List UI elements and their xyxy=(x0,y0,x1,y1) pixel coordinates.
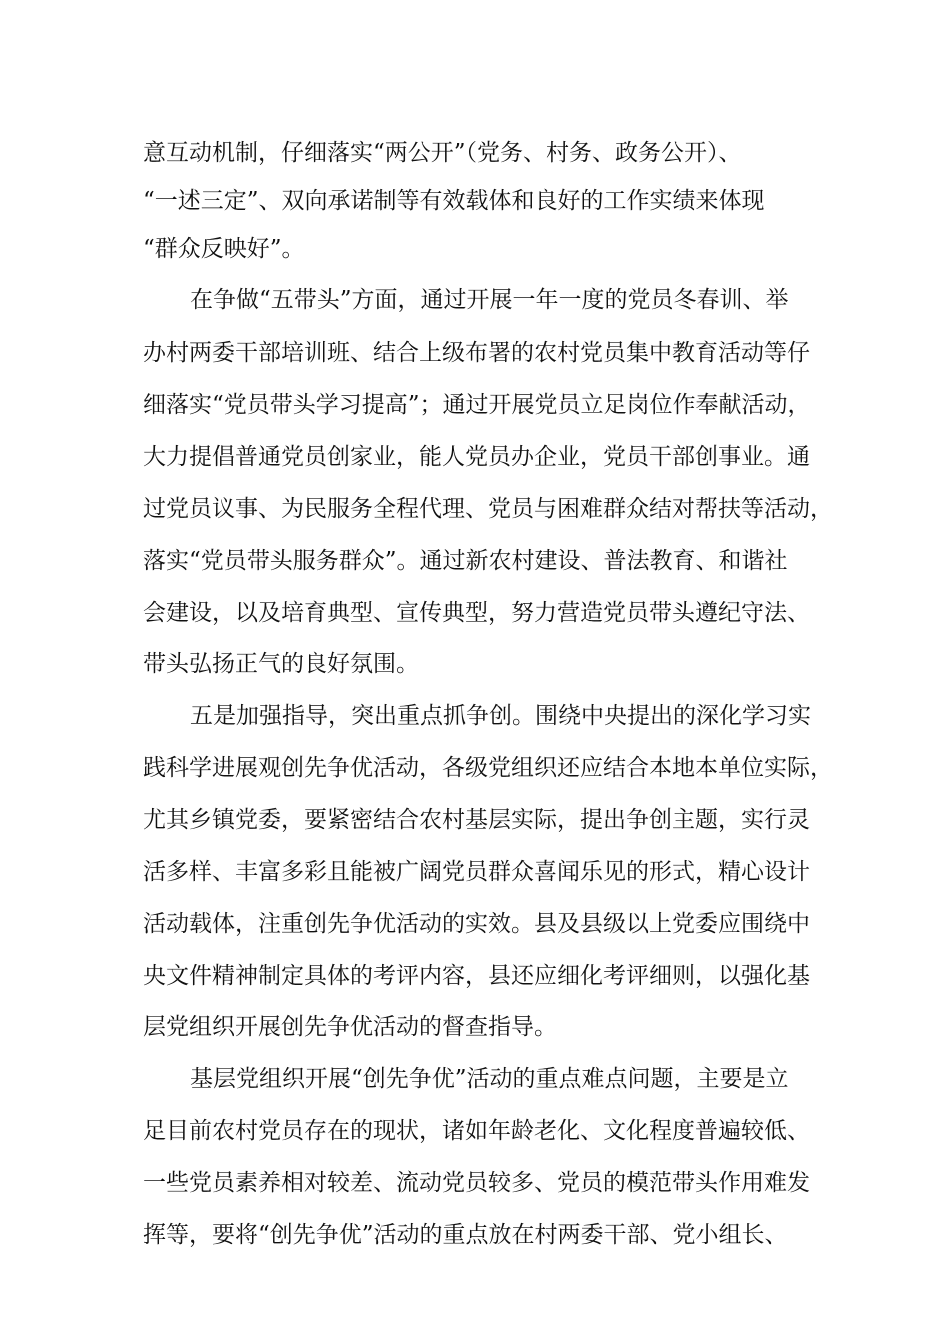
text-line: 带头弘扬正气的良好氛围。 xyxy=(143,651,419,677)
text-line: 细落实“党员带头学习提高”；通过开展党员立足岗位作奉献活动， xyxy=(143,392,811,418)
text-line: 落实“党员带头服务群众”。通过新农村建设、普法教育、和谐社 xyxy=(143,548,788,574)
text-line: 大力提倡普通党员创家业，能人党员办企业，党员干部创事业。通 xyxy=(143,444,810,470)
text-line: 会建设，以及培育典型、宣传典型，努力营造党员带头遵纪守法、 xyxy=(143,600,810,626)
text-line: 基层党组织开展“创先争优”活动的重点难点问题，主要是立 xyxy=(190,1066,789,1092)
text-line: 层党组织开展创先争优活动的督查指导。 xyxy=(143,1014,557,1040)
text-line: 尤其乡镇党委，要紧密结合农村基层实际，提出争创主题，实行灵 xyxy=(143,807,810,833)
text-line: 央文件精神制定具体的考评内容，县还应细化考评细则，以强化基 xyxy=(143,963,810,989)
text-line: 意互动机制，仔细落实“两公开”（党务、村务、政务公开）、 xyxy=(143,140,742,166)
text-line: “群众反映好”。 xyxy=(143,236,305,262)
text-line: 践科学进展观创先争优活动，各级党组织还应结合本地本单位实际， xyxy=(143,755,833,781)
text-line: 过党员议事、为民服务全程代理、党员与困难群众结对帮扶等活动， xyxy=(143,496,833,522)
text-line: “一述三定”、双向承诺制等有效载体和良好的工作实绩来体现 xyxy=(143,188,765,214)
text-line: 活多样、丰富多彩且能被广阔党员群众喜闻乐见的形式，精心设计 xyxy=(143,859,810,885)
text-line: 足目前农村党员存在的现状，诸如年龄老化、文化程度普遍较低、 xyxy=(143,1118,810,1144)
text-line: 活动载体，注重创先争优活动的实效。县及县级以上党委应围绕中 xyxy=(143,911,810,937)
text-line: 办村两委干部培训班、结合上级布署的农村党员集中教育活动等仔 xyxy=(143,340,810,366)
text-line: 在争做“五带头”方面，通过开展一年一度的党员冬春训、举 xyxy=(190,287,789,313)
text-line: 挥等，要将“创先争优”活动的重点放在村两委干部、党小组长、 xyxy=(143,1222,788,1248)
text-line: 一些党员素养相对较差、流动党员较多、党员的模范带头作用难发 xyxy=(143,1170,810,1196)
text-line: 五是加强指导，突出重点抓争创。围绕中央提出的深化学习实 xyxy=(190,703,811,729)
